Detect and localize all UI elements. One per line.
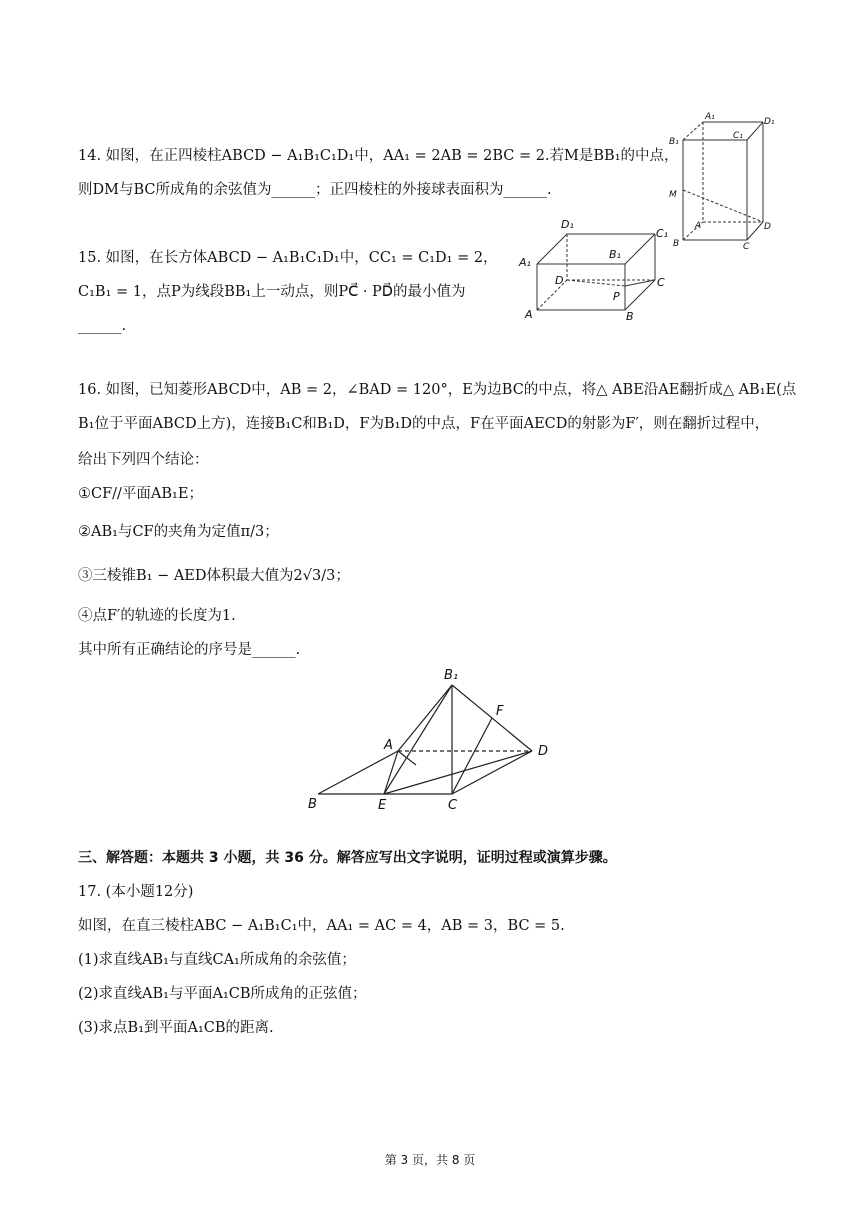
q16-line2: B₁位于平面ABCD上方)，连接B₁C和B₁D，F为B₁D的中点，F在平面AECD的射影为F′，则在翻折过程中， [78, 416, 770, 432]
q17-part-3: (3)求点B₁到平面A₁CB的距离. [78, 1020, 274, 1036]
q15-label-C: C [657, 276, 665, 289]
section-3-heading: 三、解答题：本题共 3 小题，共 36 分。解答应写出文字说明，证明过程或演算步骤。 [78, 850, 617, 866]
q14-label-C: C [743, 242, 750, 252]
q15-figure [515, 212, 675, 324]
q15-label-C1: C₁ [656, 227, 669, 240]
q16-label-E: E [378, 798, 387, 813]
q17-part-1: (1)求直线AB₁与直线CA₁所成角的余弦值； [78, 952, 356, 968]
q15-line3: ______. [78, 318, 127, 334]
q16-label-B: B [308, 797, 317, 812]
q15-label-P: P [613, 290, 620, 303]
q16-item-1: ①CF//平面AB₁E； [78, 486, 203, 502]
q15-label-D1: D₁ [561, 218, 574, 231]
q16-line-end: 其中所有正确结论的序号是______. [78, 642, 301, 658]
q16-line3: 给出下列四个结论： [78, 452, 209, 468]
q14-label-D: D [764, 222, 771, 232]
q16-figure [300, 665, 560, 815]
q17-part-2: (2)求直线AB₁与平面A₁CB所成角的正弦值； [78, 986, 367, 1002]
page-footer: 第 3 页，共 8 页 [384, 1153, 476, 1167]
q14-label-M: M [669, 190, 677, 200]
q14-label-A: A [695, 221, 702, 231]
q15-label-D: D [555, 274, 564, 287]
q15-label-B: B [626, 310, 634, 323]
q16-label-A: A [384, 738, 393, 753]
q16-line1: 16. 如图，已知菱形ABCD中，AB = 2，∠BAD = 120°，E为边BC的中点，将△ ABE沿AE翻折成△ AB₁E(点 [78, 382, 797, 398]
q14-figure [665, 108, 785, 253]
q16-item-2: ②AB₁与CF的夹角为定值π/3； [78, 524, 279, 540]
q14-label-B1: B₁ [669, 137, 679, 147]
q17-line1: 如图，在直三棱柱ABC − A₁B₁C₁中，AA₁ = AC = 4，AB = 3，BC = 5. [78, 918, 565, 934]
q14-label-D1: D₁ [764, 117, 775, 127]
q16-item-4: ④点F′的轨迹的长度为1. [78, 608, 236, 624]
q16-label-B1: B₁ [444, 668, 459, 683]
q16-label-D: D [538, 744, 549, 759]
q14-label-B: B [673, 239, 680, 249]
q16-item-3: ③三棱锥B₁ − AED体积最大值为2√3/3； [78, 568, 350, 584]
q14-label-A1: A₁ [705, 112, 715, 122]
q17-title: 17. (本小题12分) [78, 884, 194, 900]
q14-label-C1: C₁ [733, 131, 743, 141]
q14-line2: 则DM与BC所成角的余弦值为______；正四棱柱的外接球表面积为______. [78, 182, 552, 198]
q15-label-B1: B₁ [609, 248, 621, 261]
q14-line1: 14. 如图，在正四棱柱ABCD − A₁B₁C₁D₁中，AA₁ = 2AB = 2BC = 2.若M是BB₁的中点， [78, 148, 679, 164]
q15-label-A1: A₁ [519, 256, 531, 269]
q15-label-A: A [525, 308, 533, 321]
q15-line2: C₁B₁ = 1，点P为线段BB₁上一动点，则PC⃗ · PD⃗的最小值为 [78, 284, 466, 300]
q16-label-C: C [448, 798, 458, 813]
q15-line1: 15. 如图，在长方体ABCD − A₁B₁C₁D₁中，CC₁ = C₁D₁ = 2， [78, 250, 498, 266]
q16-label-F: F [496, 704, 504, 719]
